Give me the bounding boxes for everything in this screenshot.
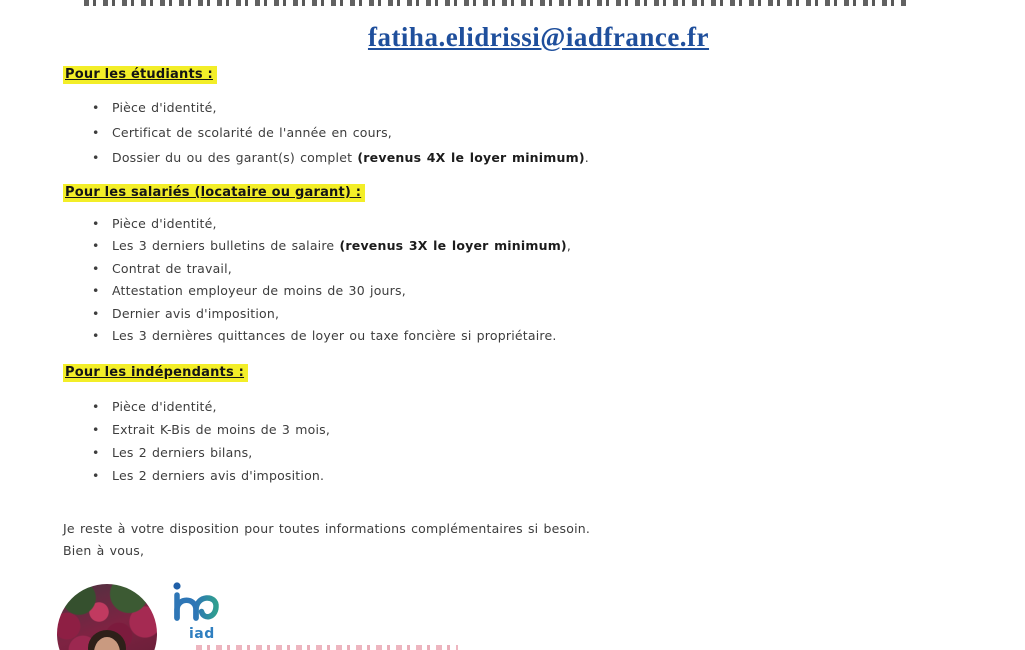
item-text: Attestation employeur de moins de 30 jours, [112, 283, 406, 299]
bullet-icon: • [92, 399, 100, 414]
item-text: Dossier du ou des garant(s) complet (revenus 4X le loyer minimum). [112, 150, 589, 165]
bullet-icon: • [92, 305, 100, 321]
list-item [92, 418, 330, 441]
bullet-icon: • [92, 422, 100, 437]
bullet-icon: • [92, 238, 100, 254]
list-item [92, 325, 571, 347]
list-item [92, 303, 571, 325]
iad-logo-icon [170, 580, 222, 628]
bullet-icon: • [92, 150, 100, 165]
list-item [92, 280, 571, 302]
cutoff-text-line [84, 0, 906, 6]
bullet-icon: • [92, 328, 100, 344]
closing-line: Je reste à votre disposition pour toutes informations complémentaires si besoin. [63, 521, 591, 536]
list-item [92, 95, 589, 120]
portrait-photo [57, 584, 157, 650]
closing-line: Bien à vous, [63, 543, 145, 558]
bullet-icon: • [92, 445, 100, 460]
bullet-icon: • [92, 100, 100, 115]
item-text: Pièce d'identité, [112, 216, 217, 231]
item-text: Les 3 derniers bulletins de salaire (revenus 3X le loyer minimum), [112, 238, 572, 254]
list-item [92, 213, 571, 235]
bullet-icon: • [92, 216, 100, 231]
bullet-icon: • [92, 468, 100, 483]
item-text: Certificat de scolarité de l'année en cours, [112, 125, 392, 140]
email-link[interactable]: fatiha.elidrissi@iadfrance.fr [367, 22, 710, 52]
section-heading-etudiants: Pour les étudiants : [63, 66, 217, 84]
item-text: Pièce d'identité, [112, 399, 217, 414]
item-text: Les 2 derniers avis d'imposition. [112, 468, 325, 483]
item-text: Extrait K-Bis de moins de 3 mois, [112, 422, 331, 437]
list-salaries [92, 213, 571, 347]
section-heading-independants: Pour les indépendants : [63, 364, 248, 382]
email-row [0, 22, 1025, 53]
section-heading-salaries: Pour les salariés (locataire ou garant) : [63, 184, 365, 202]
closing-text [63, 518, 590, 562]
list-item [92, 258, 571, 280]
list-etudiants [92, 95, 589, 170]
item-text: Les 3 dernières quittances de loyer ou taxe foncière si propriétaire. [112, 328, 557, 344]
signature-cutoff-text [196, 645, 458, 650]
list-item [92, 145, 589, 170]
bullet-icon: • [92, 283, 100, 299]
list-item [92, 120, 589, 145]
list-item [92, 464, 330, 487]
list-item [92, 235, 571, 257]
list-item [92, 441, 330, 464]
item-text: Les 2 derniers bilans, [112, 445, 253, 460]
item-text: Dernier avis d'imposition, [112, 305, 280, 321]
bullet-icon: • [92, 260, 100, 276]
item-text: Pièce d'identité, [112, 100, 217, 115]
list-independants [92, 395, 330, 487]
iad-logo-wordmark: iad [189, 626, 215, 642]
bullet-icon: • [92, 125, 100, 140]
list-item [92, 395, 330, 418]
item-text: Contrat de travail, [112, 260, 232, 276]
